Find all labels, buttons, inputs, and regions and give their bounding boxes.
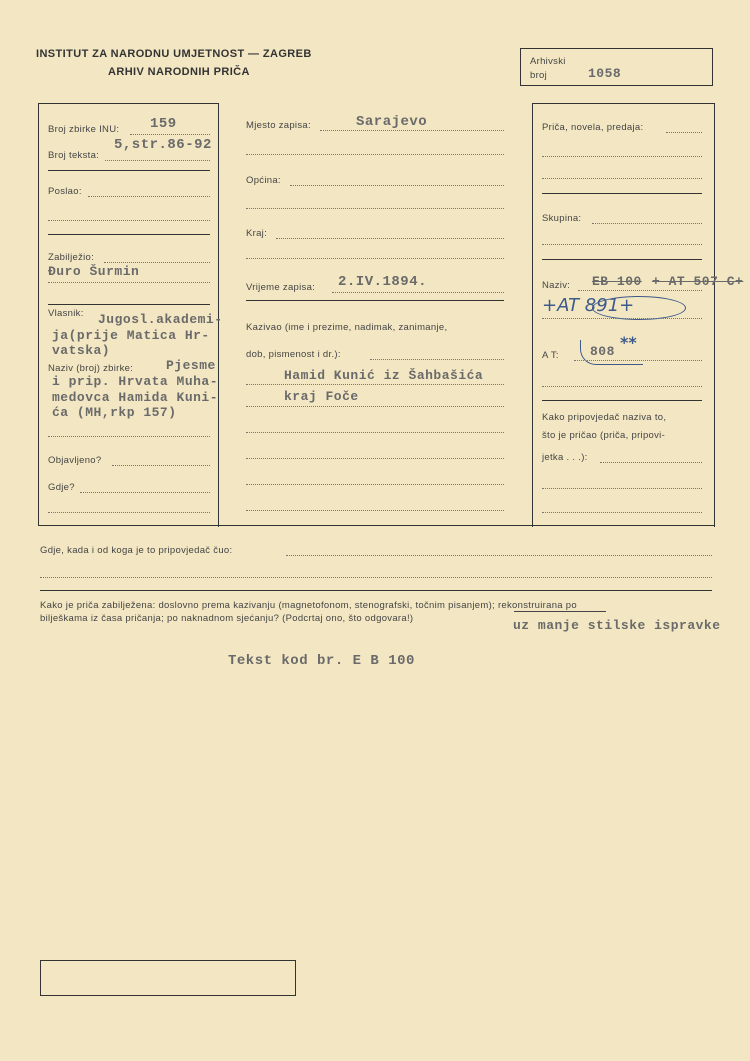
skupina-line-2 xyxy=(542,244,702,245)
frame-right xyxy=(714,103,715,527)
sep-1 xyxy=(48,170,210,171)
archive-label: Arhivski xyxy=(530,56,566,67)
kako-label-1: Kako pripovjedač naziva to, xyxy=(542,412,667,423)
kako-line-3 xyxy=(542,512,702,513)
vlasnik-value-2: ja(prije Matica Hr- xyxy=(52,328,210,343)
kraj-label: Kraj: xyxy=(246,228,268,239)
naziv-line-end xyxy=(48,436,210,437)
kako-line-2 xyxy=(542,488,702,489)
kazivao-label-1: Kazivao (ime i prezime, nadimak, zanimanje, xyxy=(246,322,448,333)
kako-zabiljezena-1: Kako je priča zabilježena: doslovno prema kazivanju (magnetofonom, stenografski, točnim pisanjem); rekonstruirana po xyxy=(40,600,577,611)
broj-zbirke-value: 159 xyxy=(150,116,177,132)
opcina-line-2 xyxy=(246,208,504,209)
poslao-line-2 xyxy=(48,220,210,221)
zabiljezio-value: Đuro Šurmin xyxy=(48,264,140,279)
tekst-kod: Tekst kod br. E B 100 xyxy=(228,653,415,669)
institute-title: INSTITUT ZA NARODNU UMJETNOST — ZAGREB xyxy=(36,48,312,60)
bottom-box xyxy=(40,960,296,996)
vrijeme-value: 2.IV.1894. xyxy=(338,274,428,290)
objavljeno-label: Objavljeno? xyxy=(48,455,102,466)
vrijeme-label: Vrijeme zapisa: xyxy=(246,282,316,293)
at-hand-mark xyxy=(580,340,643,365)
gdje-kada-line-2 xyxy=(40,577,712,578)
kako-label-2: što je pričao (priča, pripovi- xyxy=(542,430,666,441)
kazivao-line-3 xyxy=(246,406,504,407)
prica-line-2 xyxy=(542,156,702,157)
prica-line-3 xyxy=(542,178,702,179)
zabiljezio-line xyxy=(104,262,210,263)
gdje-kada-label: Gdje, kada i od koga je to pripovjedač čuo: xyxy=(40,545,233,556)
vlasnik-label: Vlasnik: xyxy=(48,308,84,319)
at-line xyxy=(574,360,702,361)
kako-zabiljezena-2: bilješkama iz časa pričanja; po naknadnom sjećanju? (Podcrtaj ono, što odgovara!) xyxy=(40,613,414,624)
mjesto-line xyxy=(320,130,504,131)
broj-teksta-value: 5,str.86-92 xyxy=(114,137,212,153)
kazivao-label-2: dob, pismenost i dr.): xyxy=(246,349,341,360)
kraj-line-2 xyxy=(246,258,504,259)
zabiljezio-line-2 xyxy=(48,282,210,283)
naziv-zbirke-value-3: medovca Hamida Kuni- xyxy=(52,390,219,405)
naziv-label: Naziv: xyxy=(542,280,571,291)
kazivao-line-6 xyxy=(246,484,504,485)
vlasnik-value-3: vatska) xyxy=(52,343,111,358)
zabiljezio-label: Zabilježio: xyxy=(48,252,95,263)
kazivao-line-2 xyxy=(246,384,504,385)
naziv-hand-value: +AT 891+ xyxy=(542,295,635,316)
poslao-label: Poslao: xyxy=(48,186,82,197)
sep-col3-3 xyxy=(542,400,702,401)
naziv-line xyxy=(578,290,702,291)
sep-2 xyxy=(48,234,210,235)
naziv-zbirke-value-1: Pjesme xyxy=(166,358,216,373)
kazivao-line-5 xyxy=(246,458,504,459)
kazivao-value-2: kraj Foče xyxy=(284,389,359,404)
broj-teksta-line xyxy=(105,160,210,161)
divider-2 xyxy=(532,103,533,527)
opcina-label: Općina: xyxy=(246,175,281,186)
sep-bottom xyxy=(40,590,712,591)
naziv-value-typed-2: + AT 507 C+ xyxy=(652,274,744,289)
prica-label: Priča, novela, predaja: xyxy=(542,122,644,133)
at-value: 808 xyxy=(590,344,615,359)
prica-line xyxy=(666,132,702,133)
naziv-line-2 xyxy=(542,318,702,319)
gdje-line-2 xyxy=(48,512,210,513)
naziv-zbirke-value-4: ća (MH,rkp 157) xyxy=(52,405,177,420)
kraj-line xyxy=(276,238,504,239)
frame-top-left xyxy=(38,103,218,104)
sep-col3-2 xyxy=(542,259,702,260)
kazivao-line xyxy=(370,359,504,360)
archive-broj-label: broj xyxy=(530,70,548,81)
stilske-note: uz manje stilske ispravke xyxy=(513,618,721,633)
archive-title: ARHIV NARODNIH PRIČA xyxy=(108,66,250,78)
mjesto-line-2 xyxy=(246,154,504,155)
broj-teksta-label: Broj teksta: xyxy=(48,150,100,161)
kako-line xyxy=(600,462,702,463)
gdje-kada-line xyxy=(286,555,712,556)
gdje-line xyxy=(80,492,210,493)
skupina-label: Skupina: xyxy=(542,213,582,224)
sep-col3-1 xyxy=(542,193,702,194)
vrijeme-line xyxy=(332,292,504,293)
kazivao-value-1: Hamid Kunić iz Šahbašića xyxy=(284,368,484,383)
gdje-label: Gdje? xyxy=(48,482,75,493)
frame-top-right xyxy=(532,103,714,104)
broj-zbirke-line xyxy=(130,134,210,135)
naziv-zbirke-label: Naziv (broj) zbirke: xyxy=(48,363,134,374)
tocnim-underline xyxy=(514,611,606,612)
mjesto-value: Sarajevo xyxy=(356,114,428,130)
kazivao-line-4 xyxy=(246,432,504,433)
vlasnik-value-1: Jugosl.akademi- xyxy=(98,312,223,327)
kazivao-line-7 xyxy=(246,510,504,511)
archive-number: 1058 xyxy=(588,66,622,81)
opcina-line xyxy=(290,185,504,186)
objavljeno-line xyxy=(112,465,210,466)
skupina-line xyxy=(592,223,702,224)
sep-col2 xyxy=(246,300,504,301)
naziv-value: EB 100 xyxy=(592,274,642,289)
sep-3 xyxy=(48,304,210,305)
naziv-zbirke-value-2: i prip. Hrvata Muha- xyxy=(52,374,219,389)
archive-box-left-edge xyxy=(520,48,521,86)
poslao-line xyxy=(88,196,210,197)
broj-zbirke-label: Broj zbirke INU: xyxy=(48,124,120,135)
mjesto-label: Mjesto zapisa: xyxy=(246,120,311,131)
at-label: A T: xyxy=(542,350,559,361)
at-line-2 xyxy=(542,386,702,387)
at-stars: ** xyxy=(620,333,637,352)
kako-label-3: jetka . . .): xyxy=(542,452,588,463)
naziv-hand-circle xyxy=(592,296,686,320)
